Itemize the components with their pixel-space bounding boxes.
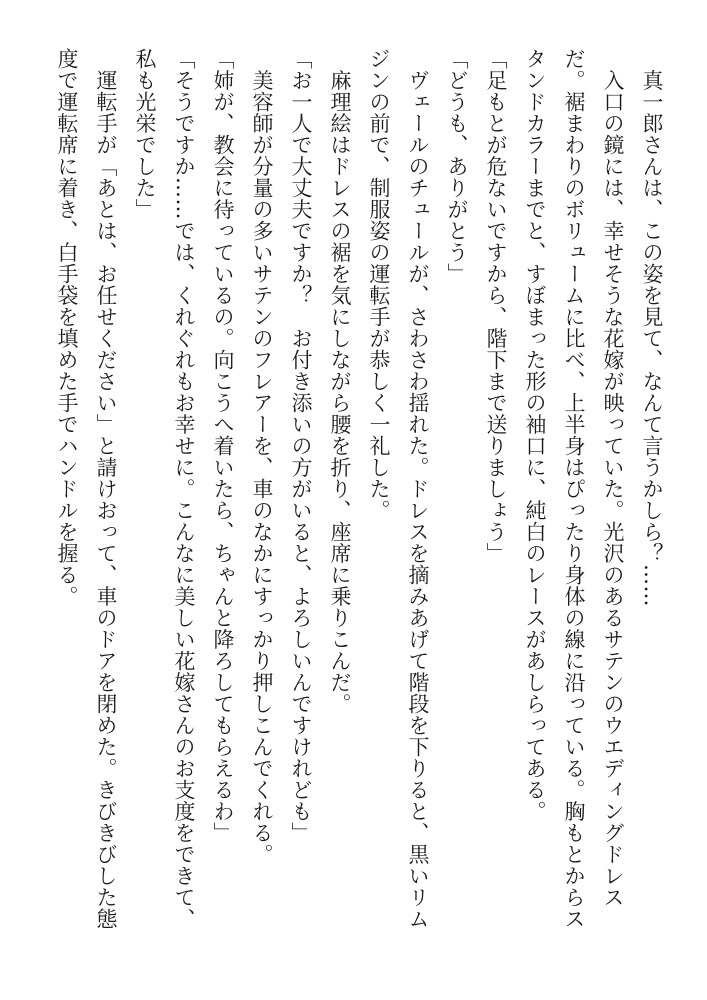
text-line: 麻理絵はドレスの裾を気にしながら腰を折り、座席に乗りこんだ。 — [328, 48, 352, 715]
text-line: タンドカラーまでと、すぼまった形の袖口に、純白のレースがあしらってある。 — [523, 48, 547, 822]
text-line: 「そうですか……では、くれぐれもお幸せに。こんなに美しい花嫁さんのお支度をできて、 — [172, 48, 196, 930]
text-line: 「姉が、教会に待っているの。向こうへ着いたら、ちゃんと降ろしてもらえるわ」 — [211, 48, 235, 844]
text-line: 運転手が「あとは、お任せください」と請けおって、車のドアを閉めた。きびきびした態 — [94, 48, 118, 930]
text-line: だ。裾まわりのボリュームに比べ、上半身はぴったり身体の線に沿っている。胸もとからス — [562, 48, 586, 930]
text-line: ヴェールのチュールが、さわさわ揺れた。ドレスを摘みあげて階段を下りると、黒いリム — [406, 48, 430, 930]
vertical-text-body — [21, 48, 671, 978]
text-line: 美容師が分量の多いサテンのフレアーを、車のなかにすっかり押しこんでくれる。 — [250, 48, 274, 865]
text-line: 度で運転席に着き、白手袋を填めた手でハンドルを握る。 — [55, 48, 79, 607]
text-line: ジンの前で、制服姿の運転手が恭しく一礼した。 — [367, 48, 391, 521]
text-line: 私も光栄でした」 — [133, 48, 157, 220]
text-line: 「どうも、ありがとう」 — [445, 48, 469, 285]
text-line: 「お一人で大丈夫ですか？ お付き添いの方がいると、よろしいんですけれども」 — [289, 48, 313, 844]
text-line: 「足もとが危ないですから、階下まで送りましょう」 — [484, 48, 508, 564]
text-line: 真一郎さんは、この姿を見て、なんて言うかしら？…… — [640, 48, 664, 607]
text-line: 入口の鏡には、幸せそうな花嫁が映っていた。光沢のあるサテンのウエディングドレス — [601, 48, 625, 908]
